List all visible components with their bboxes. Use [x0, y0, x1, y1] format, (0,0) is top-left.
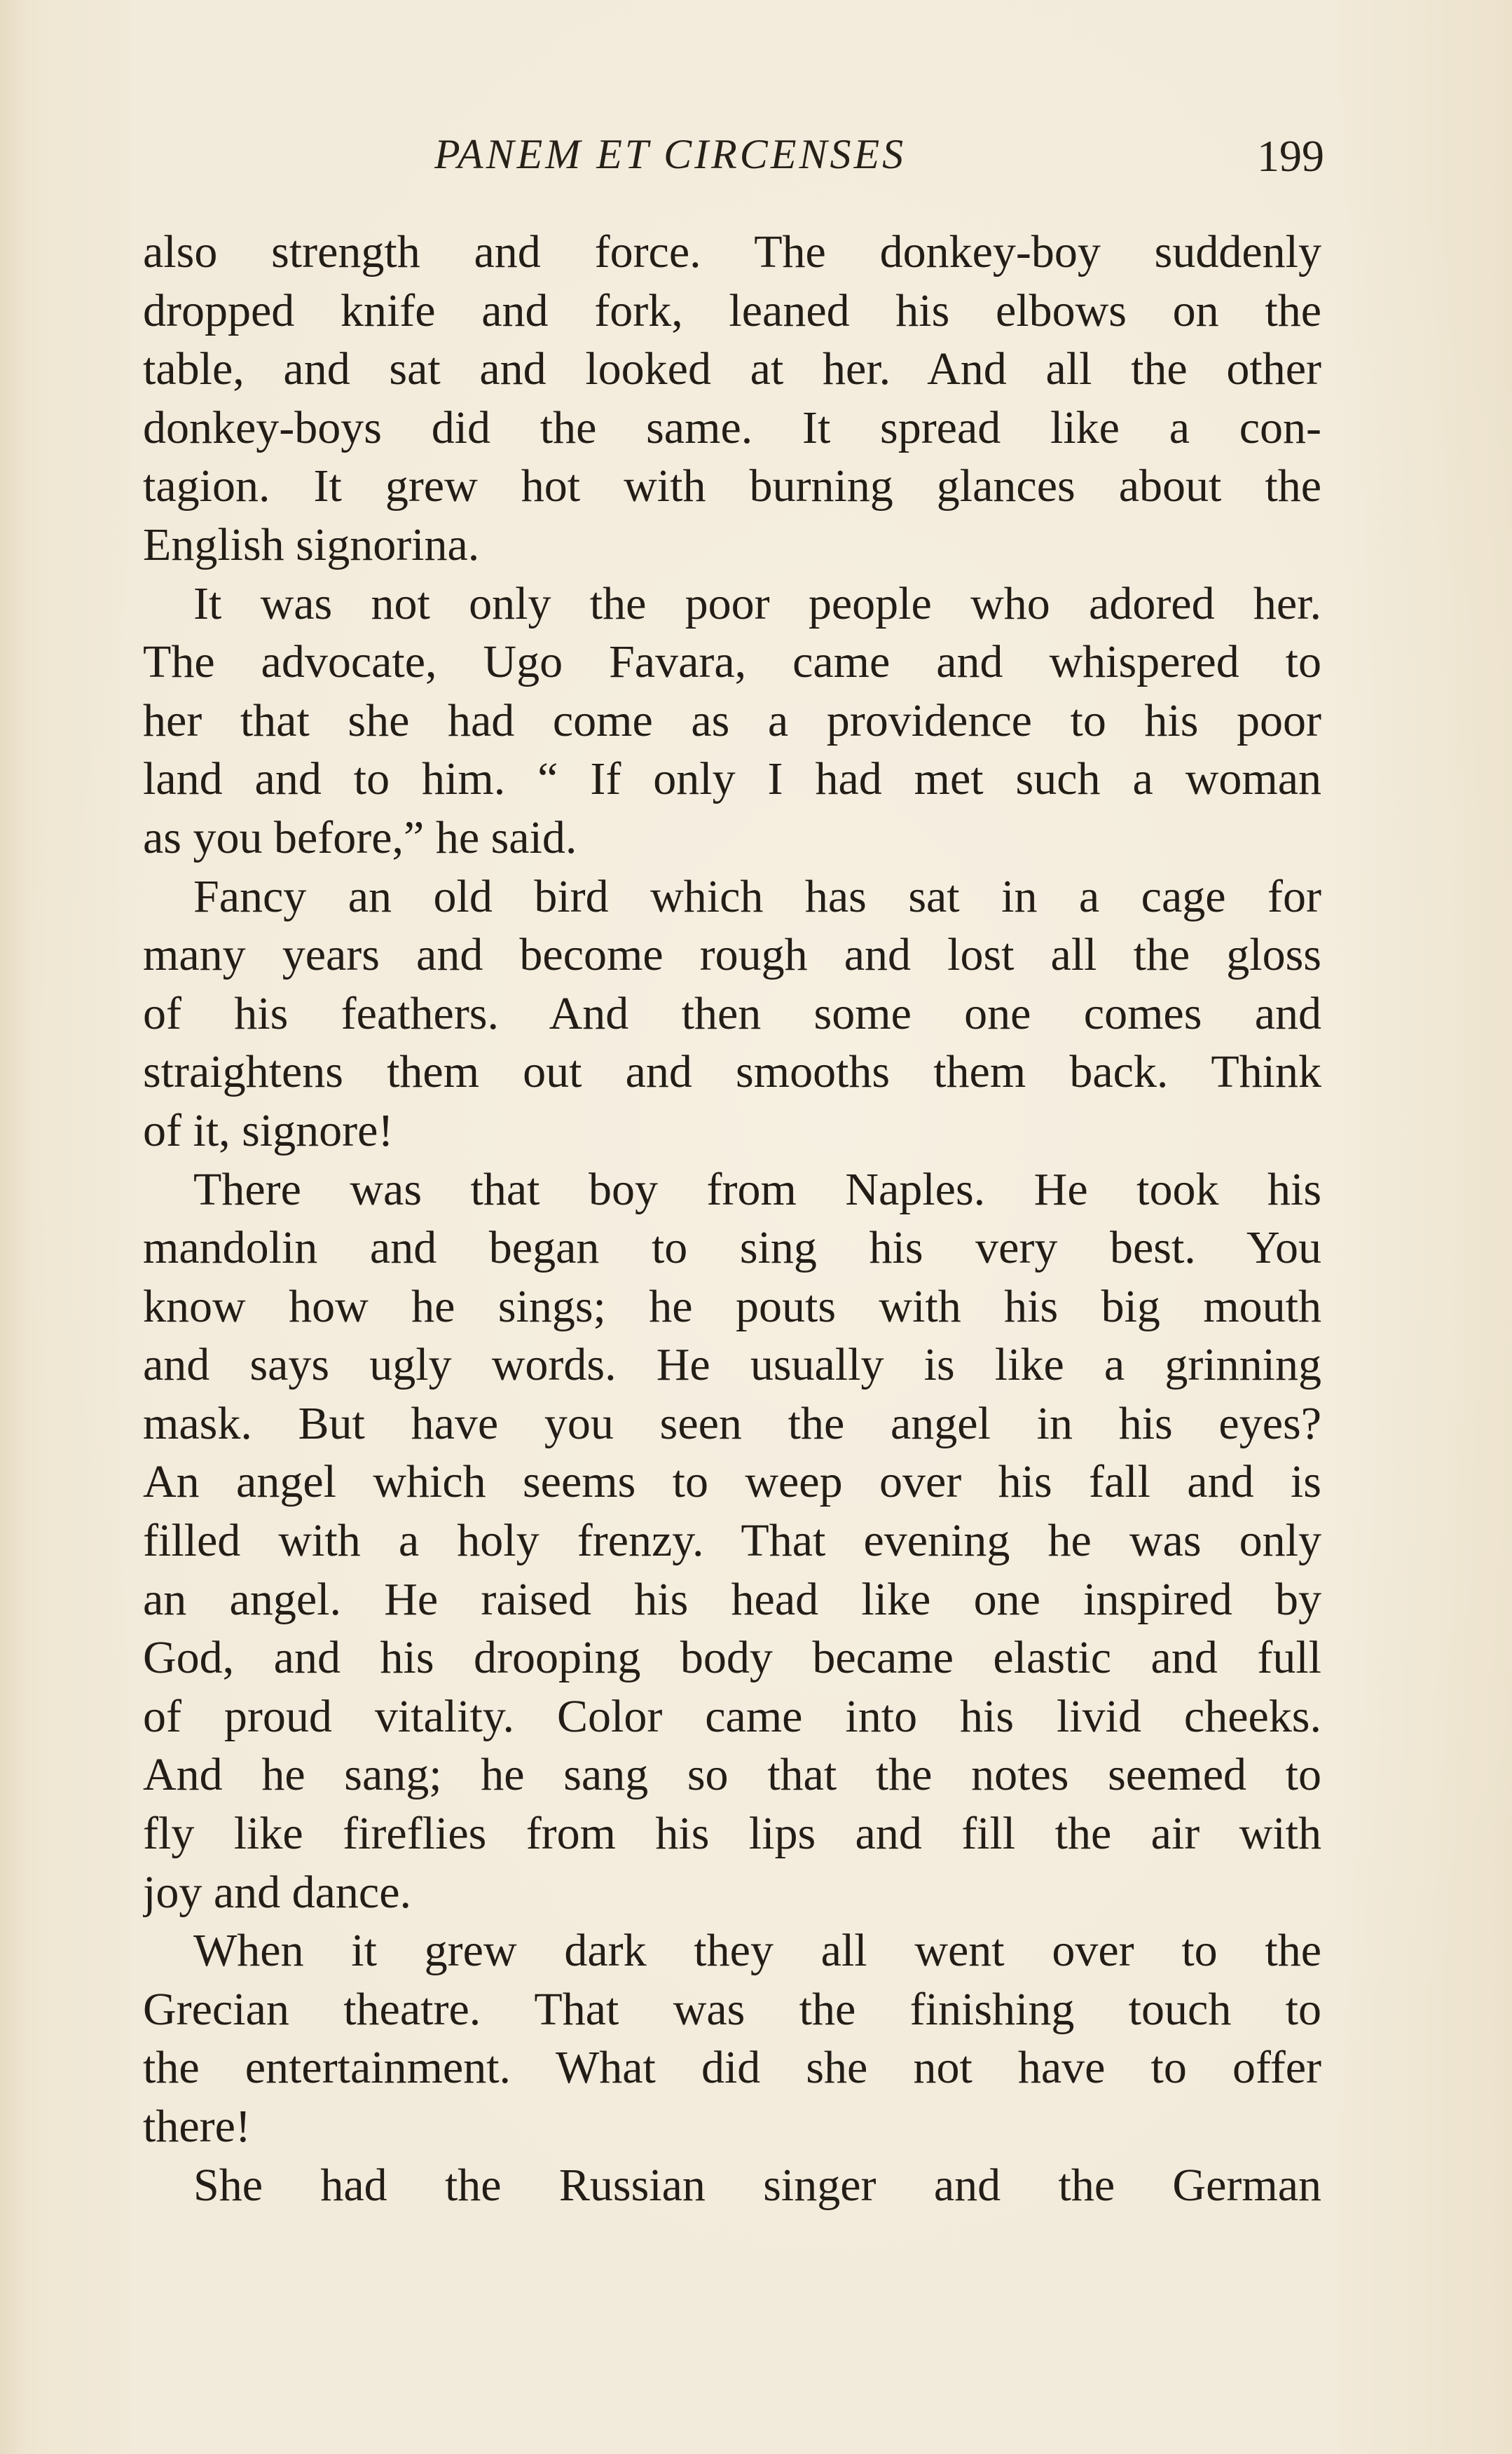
- running-title: PANEM ET CIRCENSES: [434, 131, 907, 177]
- paragraph-first-line: When it grew dark they all went over to the: [193, 1925, 1321, 1977]
- text-line: God, and his drooping body became elastic and full: [143, 1632, 1321, 1684]
- text-line: mandolin and began to sing his very best. You: [143, 1222, 1321, 1274]
- text-line: an angel. He raised his head like one inspired by: [143, 1573, 1321, 1625]
- text-line: land and to him. “ If only I had met such a woman: [143, 753, 1321, 805]
- paragraph-first-line: It was not only the poor people who adored her.: [193, 577, 1321, 629]
- text-line: her that she had come as a providence to his poor: [143, 694, 1321, 746]
- running-head: [140, 130, 1324, 193]
- text-line: of his feathers. And then some one comes and: [143, 987, 1321, 1039]
- text-line: of proud vitality. Color came into his livid cheeks.: [143, 1690, 1321, 1742]
- paragraph-first-line: Fancy an old bird which has sat in a cage for: [193, 870, 1321, 922]
- paragraph-first-line: She had the Russian singer and the German: [193, 2159, 1321, 2211]
- text-line: English signorina.: [143, 519, 480, 570]
- text-line: mask. But have you seen the angel in his eyes?: [143, 1397, 1321, 1449]
- body-text: [143, 223, 1321, 2214]
- text-line: fly like fireflies from his lips and fill the air with: [143, 1808, 1321, 1860]
- paragraph-first-line: There was that boy from Naples. He took his: [193, 1163, 1321, 1215]
- text-line: donkey-boys did the same. It spread like a con-: [143, 402, 1321, 453]
- text-line: dropped knife and fork, leaned his elbows on the: [143, 285, 1321, 336]
- page-number: 199: [1257, 131, 1324, 181]
- text-line: The advocate, Ugo Favara, came and whispered to: [143, 636, 1321, 688]
- text-line: know how he sings; he pouts with his big mouth: [143, 1280, 1321, 1332]
- text-line: straightens them out and smooths them back. Think: [143, 1046, 1321, 1098]
- text-line: tagion. It grew hot with burning glances about the: [143, 460, 1321, 512]
- text-line: many years and become rough and lost all the gloss: [143, 929, 1321, 981]
- text-line: An angel which seems to weep over his fall and is: [143, 1456, 1321, 1508]
- text-line: there!: [143, 2101, 251, 2152]
- text-line: and says ugly words. He usually is like a grinning: [143, 1339, 1321, 1391]
- text-line: as you before,” he said.: [143, 811, 577, 863]
- text-line: table, and sat and looked at her. And all the other: [143, 343, 1321, 395]
- text-line: joy and dance.: [143, 1866, 412, 1918]
- text-line: the entertainment. What did she not have to offer: [143, 2042, 1321, 2094]
- text-line: Grecian theatre. That was the finishing touch to: [143, 1983, 1321, 2035]
- text-line: also strength and force. The donkey-boy suddenly: [143, 226, 1321, 277]
- text-line: filled with a holy frenzy. That evening he was only: [143, 1515, 1321, 1567]
- text-line: of it, signore!: [143, 1104, 394, 1156]
- text-line: And he sang; he sang so that the notes seemed to: [143, 1749, 1321, 1801]
